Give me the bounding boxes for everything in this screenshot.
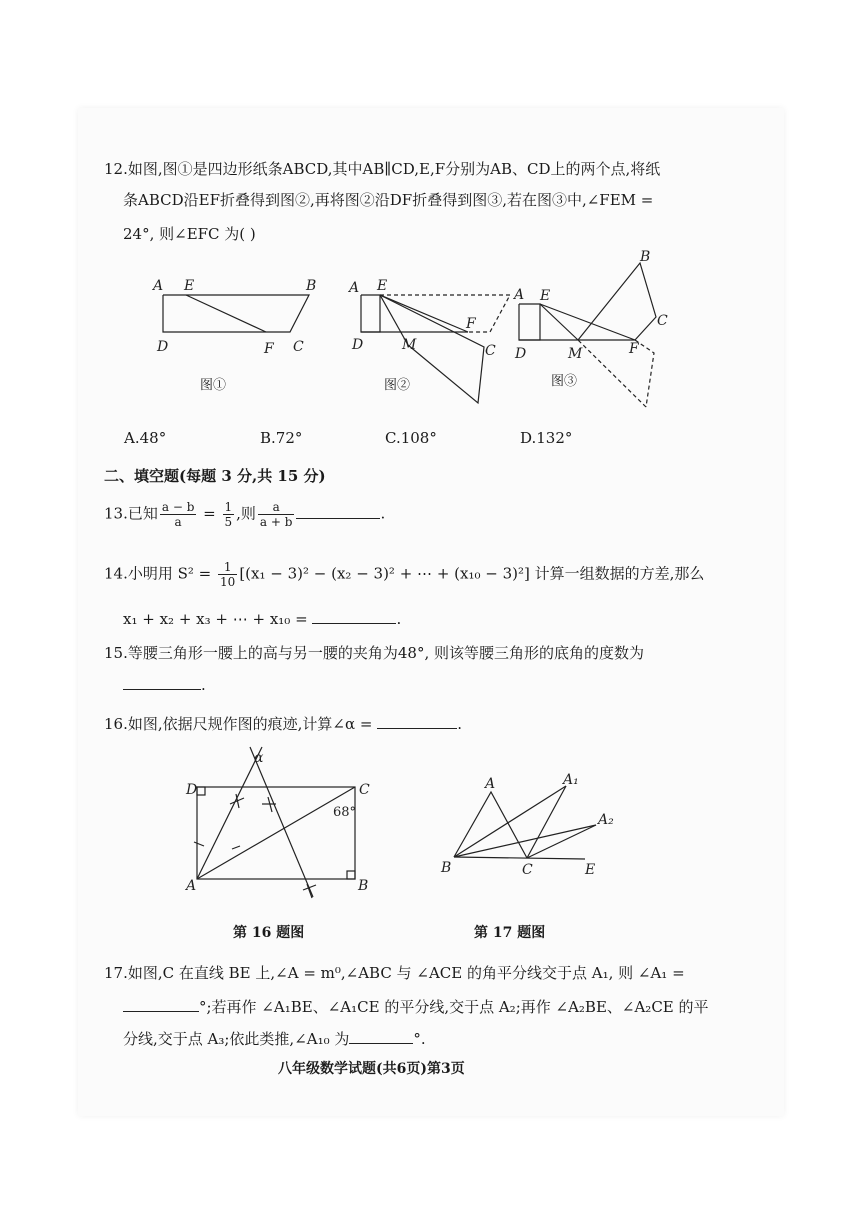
svg-text:F: F xyxy=(629,341,639,357)
svg-text:E: E xyxy=(377,278,388,294)
svg-text:B: B xyxy=(306,278,317,294)
fig3-strip xyxy=(519,304,540,340)
q12-figures xyxy=(0,245,860,425)
page-footer: 八年级数学试题(共6页)第3页 xyxy=(278,1061,465,1077)
q12-line2: 条ABCD沿EF折叠得到图②,再将图②沿DF折叠得到图③,若在图③中,∠FEM = xyxy=(123,191,654,209)
fig2-strip xyxy=(361,295,380,332)
svg-text:B: B xyxy=(640,249,651,265)
fig17-caption: 第 17 题图 xyxy=(474,925,546,941)
fig2-fold-ef xyxy=(380,295,468,332)
q17-line3: 分线,交于点 A₃;依此类推,∠A₁₀ 为 °. xyxy=(123,1030,426,1048)
fig1-paper-strip xyxy=(163,295,309,332)
svg-text:B: B xyxy=(358,878,369,894)
q12-option-b[interactable]: B.72° xyxy=(260,429,303,447)
svg-text:A₁: A₁ xyxy=(563,772,579,788)
q17-answer-blank-2[interactable] xyxy=(349,1031,413,1044)
q16-answer-blank[interactable] xyxy=(377,716,457,729)
fig1-fold-ef xyxy=(186,295,266,332)
fig16-perp-bisector xyxy=(250,747,313,897)
q15-line2: . xyxy=(123,676,206,694)
q12-line3: 24°, 则∠EFC 为( ) xyxy=(123,225,256,243)
svg-text:F: F xyxy=(264,341,274,357)
svg-text:E: E xyxy=(585,862,596,878)
q15-answer-blank[interactable] xyxy=(123,677,201,690)
fig3-flap xyxy=(540,304,578,340)
svg-text:A: A xyxy=(349,280,360,296)
svg-text:C: C xyxy=(657,313,668,329)
svg-text:D: D xyxy=(186,782,198,798)
fig16-alpha: α xyxy=(254,750,264,766)
q12-option-c[interactable]: C.108° xyxy=(385,429,437,447)
svg-text:A: A xyxy=(186,878,197,894)
svg-text:C: C xyxy=(359,782,370,798)
svg-text:M: M xyxy=(568,346,583,362)
fig3-fold xyxy=(540,304,635,340)
q16-text: 16.如图,依据尺规作图的痕迹,计算∠α = . xyxy=(104,715,462,733)
q12-option-a[interactable]: A.48° xyxy=(124,429,167,447)
fig3-label: 图③ xyxy=(551,374,578,389)
svg-text:A: A xyxy=(485,776,496,792)
svg-text:D: D xyxy=(352,337,364,353)
fig16-diagonal xyxy=(197,787,355,879)
svg-text:D: D xyxy=(157,339,169,355)
fig2-label: 图② xyxy=(384,378,411,393)
fig17-triangle xyxy=(454,792,527,858)
fig16-bisector xyxy=(197,747,262,879)
q16-q17-figures xyxy=(0,742,860,942)
q15-line1: 15.等腰三角形一腰上的高与另一腰的夹角为48°, 则该等腰三角形的底角的度数为 xyxy=(104,644,644,662)
fig16-angle-label: 68° xyxy=(333,805,357,820)
svg-text:C: C xyxy=(522,862,533,878)
q12-line1: 12.如图,图①是四边形纸条ABCD,其中AB∥CD,E,F分别为AB、CD上的两个点,将纸 xyxy=(104,160,661,178)
q14-line2: x₁ + x₂ + x₃ + ⋯ + x₁₀ = . xyxy=(123,610,402,628)
q17-answer-blank-1[interactable] xyxy=(123,999,199,1012)
q17-line2: °;若再作 ∠A₁BE、∠A₁CE 的平分线,交于点 A₂;再作 ∠A₂BE、∠A₂CE 的平 xyxy=(123,996,709,1017)
svg-text:A: A xyxy=(153,278,164,294)
q13-answer-blank[interactable] xyxy=(296,506,380,519)
svg-text:C: C xyxy=(293,339,304,355)
q14-answer-blank[interactable] xyxy=(312,611,396,624)
svg-text:E: E xyxy=(184,278,195,294)
fig17-line-be xyxy=(454,857,585,859)
q14-line1: 14.小明用 S² = $\frac{1}{10}$ [(x₁ − 3)² − (x₂ − 3)² + ⋯ + (x₁₀ − 3)²] 计算一组数据的方差,那么 xyxy=(104,560,705,589)
q13: 13.已知 $\frac{a - b}{a}$ = $\frac{1}{5}$ ,则 $\frac{a}{a + b}$ . xyxy=(104,500,386,529)
svg-text:A₂: A₂ xyxy=(598,812,614,828)
section-title: 二、填空题(每题 3 分,共 15 分) xyxy=(104,467,326,485)
svg-text:M: M xyxy=(402,337,417,353)
svg-text:B: B xyxy=(441,860,452,876)
q12-option-d[interactable]: D.132° xyxy=(520,429,573,447)
fig16-caption: 第 16 题图 xyxy=(233,925,305,941)
svg-text:F: F xyxy=(466,316,476,332)
svg-text:E: E xyxy=(540,288,551,304)
svg-text:A: A xyxy=(514,287,525,303)
svg-text:D: D xyxy=(515,346,527,362)
svg-text:C: C xyxy=(485,343,496,359)
fig1-label: 图① xyxy=(200,378,227,393)
q17-line1: 17.如图,C 在直线 BE 上,∠A = m⁰,∠ABC 与 ∠ACE 的角平分线交于点 A₁, 则 ∠A₁ = xyxy=(104,964,685,982)
